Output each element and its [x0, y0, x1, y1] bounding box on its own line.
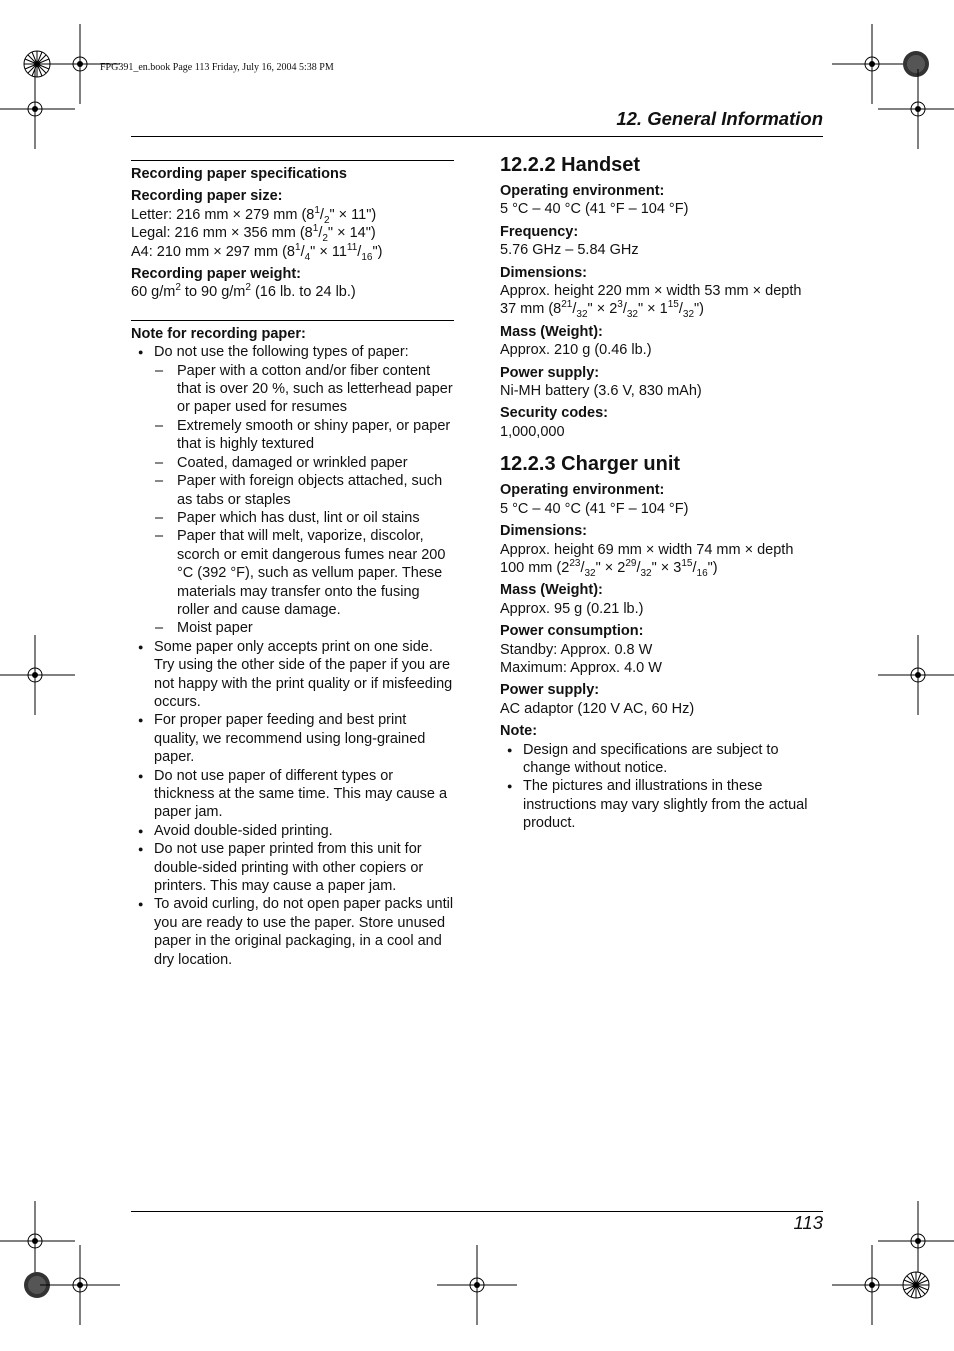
spec-label: Power supply:	[500, 682, 600, 699]
list-item: – Coated, damaged or wrinkled paper	[154, 454, 454, 472]
list-item: ● For proper paper feeding and best print quality, we recommend using long-grained paper.	[131, 711, 454, 766]
handset-op-env	[500, 182, 823, 219]
handset-security	[500, 404, 823, 441]
list-item: – Moist paper	[154, 619, 454, 637]
handset-frequency	[500, 223, 823, 260]
handset-heading: 12.2.2 Handset	[500, 154, 641, 176]
note-title: Note for recording paper:	[131, 325, 306, 342]
spec-label: Power consumption:	[500, 623, 644, 640]
right-column	[500, 152, 823, 833]
spec-value: Approx. height 220 mm × width 53 mm × depth	[500, 283, 802, 300]
list-item: ● Do not use the following types of paper: – Paper with a cotton and/or fiber content that is over 20 %, such as letterhead paper or paper used for resumes – Extremely smooth or shiny paper, or paper that is highly textured – Coated, damaged or wrinkled paper – Paper with foreign objects attached, such as tabs or staples – Paper which has dust, lint or oil stains – Paper that will melt, vaporize, discolor, scorch or emit dangerous fumes near 200 °C (392 °F), such as vellum paper. These materials may transfer onto the fusing roller and cause damage. – Moist paper	[131, 343, 454, 638]
list-item: – Extremely smooth or shiny paper, or paper that is highly textured	[154, 417, 454, 454]
spec-value: 5 °C – 40 °C (41 °F – 104 °F)	[500, 500, 689, 517]
paper-type-list	[154, 362, 454, 638]
charger-heading: 12.2.3 Charger unit	[500, 453, 681, 476]
list-item: – Paper with foreign objects attached, such as tabs or staples	[154, 472, 454, 509]
spec-value: Standby: Approx. 0.8 W	[500, 641, 653, 658]
spec-label: Dimensions:	[500, 523, 588, 540]
section-rule	[131, 160, 454, 161]
paper-size-block	[131, 187, 454, 261]
spec-value: Ni-MH battery (3.6 V, 830 mAh)	[500, 383, 702, 400]
list-item: ● Do not use paper of different types or thickness at the same time. This may cause a paper jam.	[131, 767, 454, 822]
page-header-title: 12. General Information	[616, 108, 823, 129]
spec-value: 5.76 GHz – 5.84 GHz	[500, 242, 639, 259]
paper-weight-value: 60 $g/m^2$ to 90 $g/m^2$ (16 lb. to 24 lb.)	[131, 282, 356, 301]
spec-label: Operating environment:	[500, 482, 665, 499]
spec-value: AC adaptor (120 V AC, 60 Hz)	[500, 700, 695, 717]
charger-op-env	[500, 481, 823, 518]
charger-note	[500, 722, 823, 832]
list-item: ● Avoid double-sided printing.	[131, 822, 454, 840]
book-info: FPG391_en.book Page 113 Friday, July 16, 2004 5:38 PM	[100, 62, 334, 73]
list-item: ● To avoid curling, do not open paper packs until you are ready to use the paper. Store unused paper in the original packaging, in a cool and dry location.	[131, 895, 454, 969]
charger-consumption	[500, 622, 823, 677]
note-rule	[131, 320, 454, 321]
list-item: ● Design and specifications are subject to change without notice.	[500, 741, 823, 778]
spec-value: 1,000,000	[500, 423, 565, 440]
list-item: ● The pictures and illustrations in these instructions may vary slightly from the actual product.	[500, 777, 823, 832]
charger-mass	[500, 581, 823, 618]
spec-value: 100 mm ($2^{23}/_{32}$" × $2^{29}/_{32}$" × $3^{15}/_{16}$")	[500, 558, 718, 579]
spec-label: Operating environment:	[500, 183, 665, 199]
paper-size-letter: Letter: 216 mm × 279 mm ($8^1/_2$" × 11")	[131, 204, 377, 226]
note-list	[131, 343, 454, 969]
spec-label: Security codes:	[500, 405, 608, 422]
left-column	[131, 160, 454, 969]
spec-label: Power supply:	[500, 364, 600, 381]
spec-value: Approx. 210 g (0.46 lb.)	[500, 342, 652, 359]
footer-rule	[131, 1211, 823, 1212]
spec-label: Mass (Weight):	[500, 323, 603, 340]
spec-label: Frequency:	[500, 223, 579, 240]
list-item: – Paper which has dust, lint or oil stains	[154, 509, 454, 527]
spec-label: Dimensions:	[500, 264, 588, 281]
header-rule	[131, 136, 823, 137]
spec-value: 5 °C – 40 °C (41 °F – 104 °F)	[500, 201, 689, 218]
paper-size-label: Recording paper size:	[131, 188, 283, 205]
charger-dimensions	[500, 522, 823, 577]
paper-weight-block	[131, 265, 454, 302]
recording-paper-title: Recording paper specifications	[131, 166, 347, 182]
spec-label: Mass (Weight):	[500, 582, 603, 599]
spec-value: Approx. height 69 mm × width 74 mm × depth	[500, 541, 794, 558]
handset-dimensions	[500, 264, 823, 319]
list-item: ● Do not use paper printed from this unit for double-sided printing with other copiers or printers. This may cause a paper jam.	[131, 840, 454, 895]
charger-note-list	[500, 741, 823, 833]
note-label: Note:	[500, 723, 538, 740]
paper-size-legal: Legal: 216 mm × 356 mm ($8^1/_2$" × 14")	[131, 223, 376, 245]
spec-value: Approx. 95 g (0.21 lb.)	[500, 600, 644, 617]
paper-size-a4: A4: 210 mm × 297 mm ($8^1/_4$" × $11^{11}/_{16}$")	[131, 241, 383, 263]
handset-mass	[500, 323, 823, 360]
charger-power	[500, 681, 823, 718]
spec-value: Maximum: Approx. 4.0 W	[500, 659, 662, 676]
paper-weight-label: Recording paper weight:	[131, 266, 301, 283]
list-item: ● Some paper only accepts print on one side. Try using the other side of the paper if you are not happy with the print quality or if misfeeding occurs.	[131, 638, 454, 712]
spec-value: 37 mm ($8^{21}/_{32}$" × $2^3/_{32}$" × $1^{15}/_{32}$")	[500, 299, 705, 321]
handset-power	[500, 364, 823, 401]
page-number: 113	[793, 1212, 823, 1233]
list-item: – Paper that will melt, vaporize, discolor, scorch or emit dangerous fumes near 200 °C (392 °F), such as vellum paper. These materials may transfer onto the fusing roller and cause damage.	[154, 527, 454, 619]
list-item: – Paper with a cotton and/or fiber content that is over 20 %, such as letterhead paper or paper used for resumes	[154, 362, 454, 417]
